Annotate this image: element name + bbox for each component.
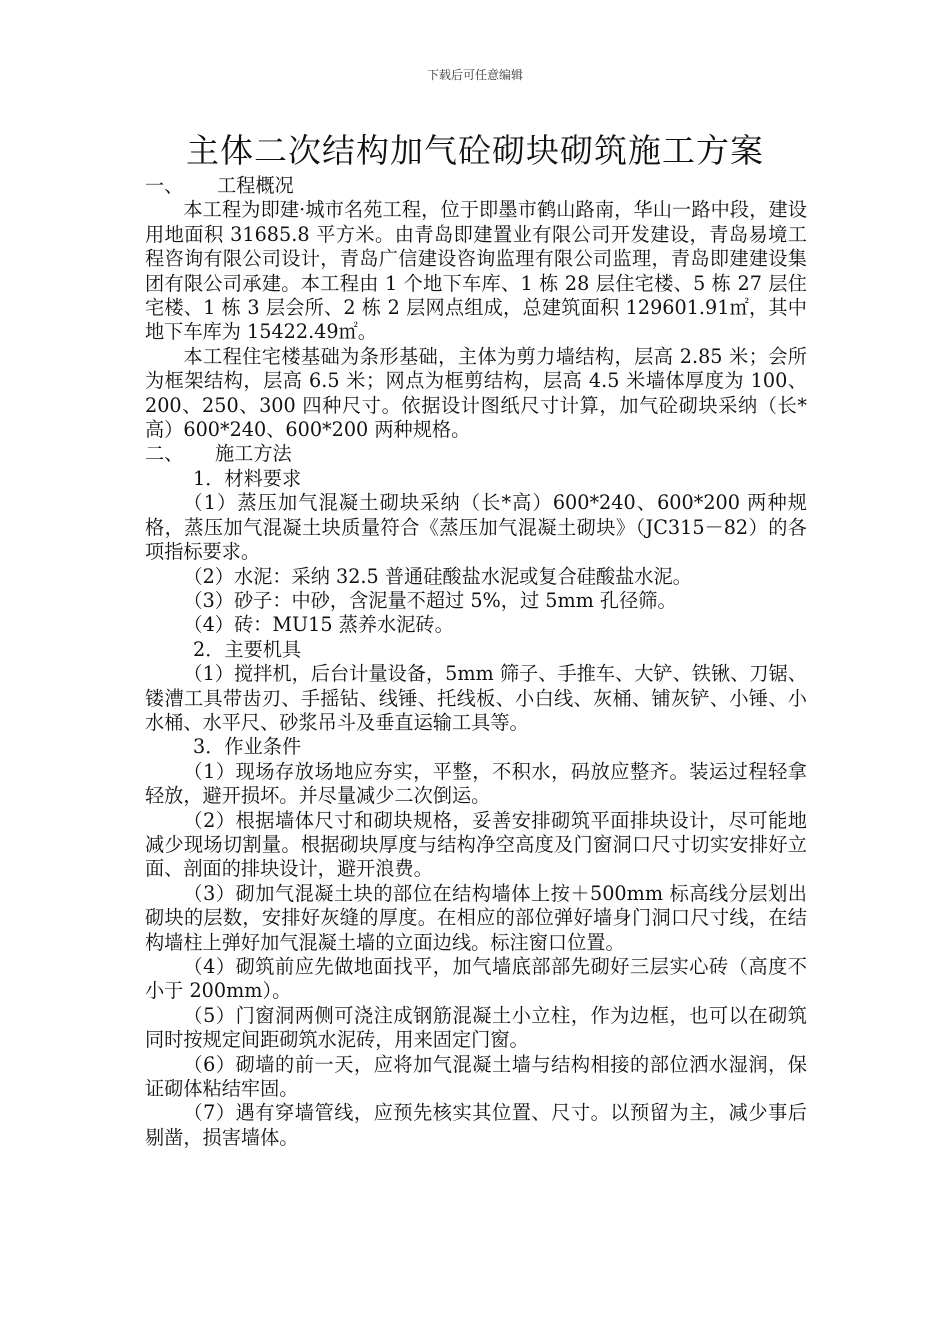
section-number: 一、 bbox=[145, 174, 184, 197]
list-item: （1）现场存放场地应夯实，平整，不积水，码放应整齐。装运过程轻拿轻放，避开损坏。并尽量减少二次倒运。 bbox=[145, 759, 807, 808]
section-heading-1 bbox=[145, 174, 807, 198]
list-item: （2）根据墙体尺寸和砌块规格，妥善安排砌筑平面排块设计，尽可能地减少现场切割量。根据砌块厚度与结构净空高度及门窗洞口尺寸切实安排好立面、剖面的排块设计，避开浪费。 bbox=[145, 808, 807, 881]
section-title: 工程概况 bbox=[217, 174, 294, 197]
subsection-heading: 3．作业条件 bbox=[193, 735, 302, 759]
section-number: 二、 bbox=[145, 442, 184, 466]
subsection-heading: 1．材料要求 bbox=[193, 466, 302, 490]
section-heading-2 bbox=[145, 442, 807, 466]
document-title: 主体二次结构加气砼砌块砌筑施工方案 bbox=[186, 131, 764, 170]
list-item: （6）砌墙的前一天，应将加气混凝土墙与结构相接的部位洒水湿润，保证砌体粘结牢固。 bbox=[145, 1052, 807, 1101]
list-item: （2）水泥：采纳 32.5 普通硅酸盐水泥或复合硅酸盐水泥。 bbox=[183, 564, 692, 588]
list-item: （1）搅拌机，后台计量设备，5mm 筛子、手推车、大铲、铁锹、刀锯、镂漕工具带齿刃、手摇钻、线锤、托线板、小白线、灰桶、铺灰铲、小锤、小水桶、水平尺、砂浆吊斗及垂直运输工具等。 bbox=[145, 662, 807, 734]
list-item: （7）遇有穿墙管线，应预先核实其位置、尺寸。以预留为主，减少事后剔凿，损害墙体。 bbox=[145, 1101, 807, 1149]
list-item: （1）蒸压加气混凝土砌块采纳（长*高）600*240、600*200 两种规格，蒸压加气混凝土块质量符合《蒸压加气混凝土砌块》（JC315－82）的各项指标要求。 bbox=[145, 491, 807, 564]
list-item: （5）门窗洞两侧可浇注成钢筋混凝土小立柱，作为边框，也可以在砌筑同时按规定间距砌筑水泥砖，用来固定门窗。 bbox=[145, 1003, 807, 1052]
list-item: （3）砂子：中砂，含泥量不超过 5%，过 5mm 孔径筛。 bbox=[183, 588, 677, 612]
document-body bbox=[145, 174, 807, 1150]
subsection-heading: 2．主要机具 bbox=[193, 637, 302, 661]
paragraph: 本工程住宅楼基础为条形基础，主体为剪力墙结构，层高 2.85 米；会所为框架结构，层高 6.5 米；网点为框剪结构，层高 4.5 米墙体厚度为 100、200、250、300 四种尺寸。依据设计图纸尺寸计算，加气砼砌块采纳（长*高）600*240、600*200 两种规格。 bbox=[145, 344, 807, 442]
list-item: （3）砌加气混凝土块的部位在结构墙体上按＋500mm 标高线分层划出砌块的层数，安排好灰缝的厚度。在相应的部位弹好墙身门洞口尺寸线，在结构墙柱上弹好加气混凝土墙的立面边线。标注窗口位置。 bbox=[145, 881, 807, 954]
list-item: （4）砌筑前应先做地面找平，加气墙底部部先砌好三层实心砖（高度不小于 200mm）。 bbox=[145, 955, 807, 1003]
list-item: （4）砖：MU15 蒸养水泥砖。 bbox=[183, 613, 454, 637]
page-header: 下载后可任意编辑 bbox=[426, 68, 523, 82]
paragraph: 本工程为即建·城市名苑工程，位于即墨市鹤山路南，华山一路中段，建设用地面积 31685.8 平方米。由青岛即建置业有限公司开发建设，青岛易境工程咨询有限公司设计，青岛广信建设咨询监理有限公司监理，青岛即建建设集团有限公司承建。本工程由 1 个地下车库、1 栋 28 层住宅楼、5 栋 27 层住宅楼、1 栋 3 层会所、2 栋 2 层网点组成，总建筑面积 129601.91㎡，其中地下车库为 15422.49㎡。 bbox=[145, 198, 807, 344]
section-title: 施工方法 bbox=[215, 442, 292, 466]
